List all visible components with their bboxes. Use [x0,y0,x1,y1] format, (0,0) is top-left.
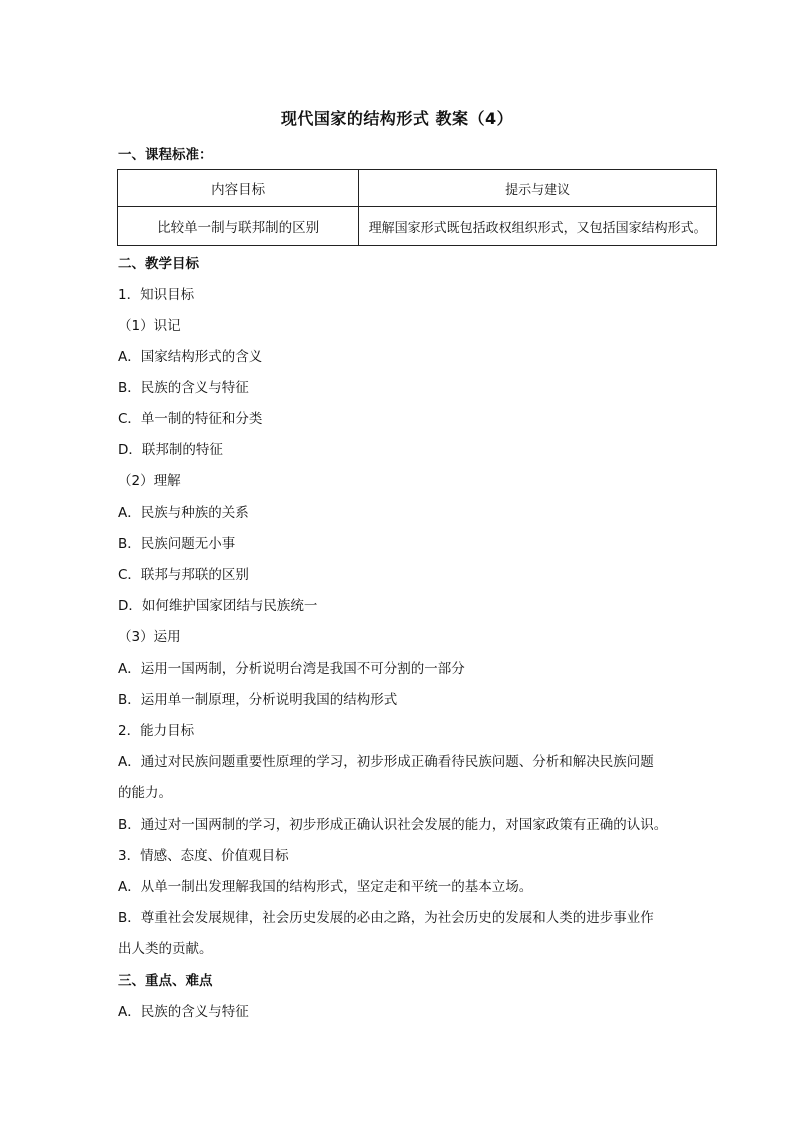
emotion-goal-title: 3．情感、态度、价值观目标 [118,848,289,864]
knowledge-goal-title: 1．知识目标 [118,287,195,303]
list-item: A．民族的含义与特征 [118,1004,249,1020]
document-title: 现代国家的结构形式 教案（4） [280,109,514,128]
list-item: C．单一制的特征和分类 [118,411,263,427]
ability-goal-title: 2．能力目标 [118,723,195,739]
list-item: A．国家结构形式的含义 [118,349,263,365]
curriculum-standard-table [117,169,717,246]
list-item: C．联邦与邦联的区别 [118,567,249,583]
list-item-continuation: 的能力。 [118,785,172,801]
list-item: A．从单一制出发理解我国的结构形式，坚定走和平统一的基本立场。 [118,879,533,895]
table-cell: 比较单一制与联邦制的区别 [118,207,359,246]
list-item: D．联邦制的特征 [118,442,223,458]
list-item: A．运用一国两制，分析说明台湾是我国不可分割的一部分 [118,661,465,677]
section1-heading: 一、课程标准： [118,147,213,163]
table-header-cell: 提示与建议 [359,170,717,207]
list-item: B．尊重社会发展规律，社会历史发展的必由之路，为社会历史的发展和人类的进步事业作 [118,910,654,926]
understand-subtitle: （2）理解 [118,473,181,489]
list-item: B．民族的含义与特征 [118,380,249,396]
list-item: A．通过对民族问题重要性原理的学习，初步形成正确看待民族问题、分析和解决民族问题 [118,754,654,770]
table-cell: 理解国家形式既包括政权组织形式，又包括国家结构形式。 [359,207,717,246]
apply-subtitle: （3）运用 [118,629,181,645]
list-item: D．如何维护国家团结与民族统一 [118,598,318,614]
section2-heading: 二、教学目标 [118,256,199,272]
list-item: B．通过对一国两制的学习，初步形成正确认识社会发展的能力，对国家政策有正确的认识。 [118,817,668,833]
list-item: B．运用单一制原理，分析说明我国的结构形式 [118,692,398,708]
list-item: B．民族问题无小事 [118,536,236,552]
table-header-row [118,170,717,207]
remember-subtitle: （1）识记 [118,318,181,334]
table-row [118,207,717,246]
list-item-continuation: 出人类的贡献。 [118,941,213,957]
table-header-cell: 内容目标 [118,170,359,207]
list-item: A．民族与种族的关系 [118,505,249,521]
section3-heading: 三、重点、难点 [118,973,213,989]
